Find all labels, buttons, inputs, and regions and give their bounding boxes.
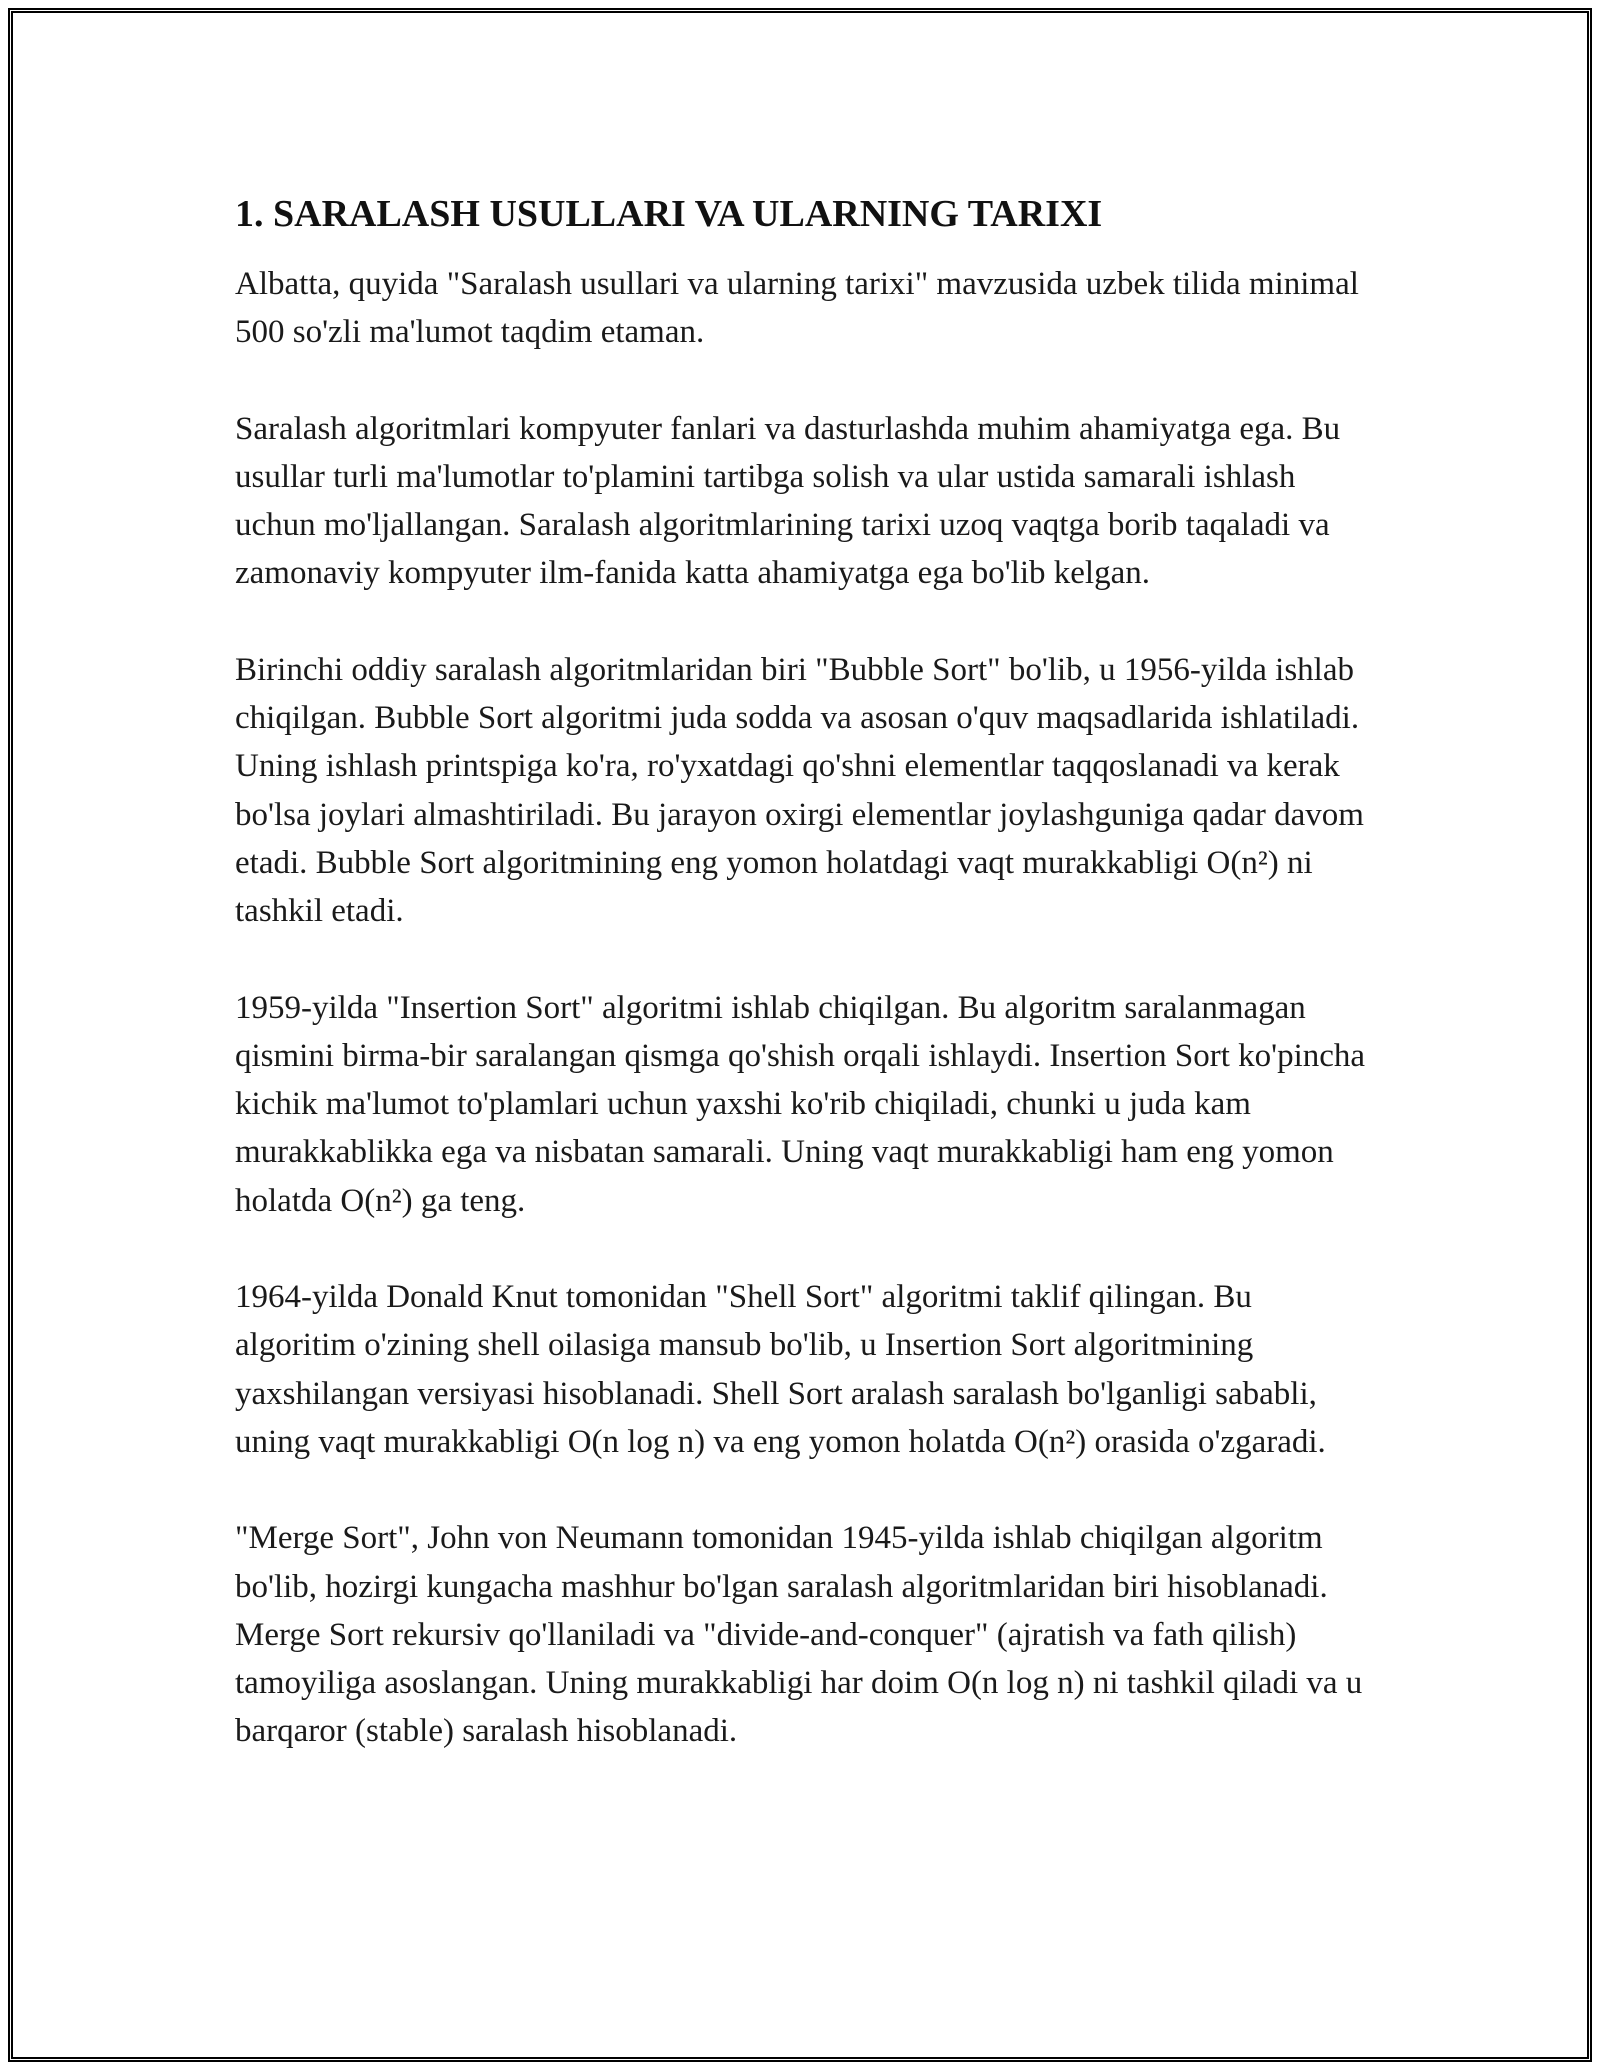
paragraph-shell-sort: 1964-yilda Donald Knut tomonidan "Shell Sort" algoritmi taklif qilingan. Bu algoritim o'zining shell oilasiga mansub bo'lib, u Insertion Sort algoritmining yaxshilangan versiyasi hisoblanadi. Shell Sort aralash saralash bo'lganligi sababli, uning vaqt murakkabligi O(n log n) va eng yomon holatda O(n²) orasida o'zgaradi. bbox=[235, 1279, 1326, 1460]
document-title: 1. SARALASH USULLARI VA ULARNING TARIXI bbox=[235, 193, 1103, 235]
paragraph-merge-sort: "Merge Sort", John von Neumann tomonidan 1945-yilda ishlab chiqilgan algoritm bo'lib, hozirgi kungacha mashhur bo'lgan saralash algoritmlaridan biri hisoblanadi. Merge Sort rekursiv qo'llaniladi va "divide-and-conquer" (ajratish va fath qilish) tamoyiliga asoslangan. Uning murakkabligi har doim O(n log n) ni tashkil qiladi va u barqaror (stable) saralash hisoblanadi. bbox=[235, 1520, 1363, 1750]
page-content bbox=[235, 186, 1375, 1804]
paragraph-intro: Albatta, quyida "Saralash usullari va ularning tarixi" mavzusida uzbek tilida minimal 500 so'zli ma'lumot taqdim etaman. bbox=[235, 266, 1359, 351]
paragraph-bubble-sort: Birinchi oddiy saralash algoritmlaridan biri "Bubble Sort" bo'lib, u 1956-yilda ishlab chiqilgan. Bubble Sort algoritmi juda sodda va asosan o'quv maqsadlarida ishlatiladi. Uning ishlash printspiga ko'ra, ro'yxatdagi qo'shni elementlar taqqoslanadi va kerak bo'lsa joylari almashtiriladi. Bu jarayon oxirgi elementlar joylashguniga qadar davom etadi. Bubble Sort algoritmining eng yomon holatdagi vaqt murakkabligi O(n²) ni tashkil etadi. bbox=[235, 651, 1364, 930]
paragraph-insertion-sort: 1959-yilda "Insertion Sort" algoritmi ishlab chiqilgan. Bu algoritm saralanmagan qismini birma-bir saralangan qismga qo'shish orqali ishlaydi. Insertion Sort ko'pincha kichik ma'lumot to'plamlari uchun yaxshi ko'rib chiqiladi, chunki u juda kam murakkablikka ega va nisbatan samarali. Uning vaqt murakkabligi ham eng yomon holatda O(n²) ga teng. bbox=[235, 989, 1366, 1219]
paragraph-overview: Saralash algoritmlari kompyuter fanlari va dasturlashda muhim ahamiyatga ega. Bu usullar turli ma'lumotlar to'plamini tartibga solish va ular ustida samarali ishlash uchun mo'ljallangan. Saralash algoritmlarining tarixi uzoq vaqtga borib taqaladi va zamonaviy kompyuter ilm-fanida katta ahamiyatga ega bo'lib kelgan. bbox=[235, 410, 1341, 592]
